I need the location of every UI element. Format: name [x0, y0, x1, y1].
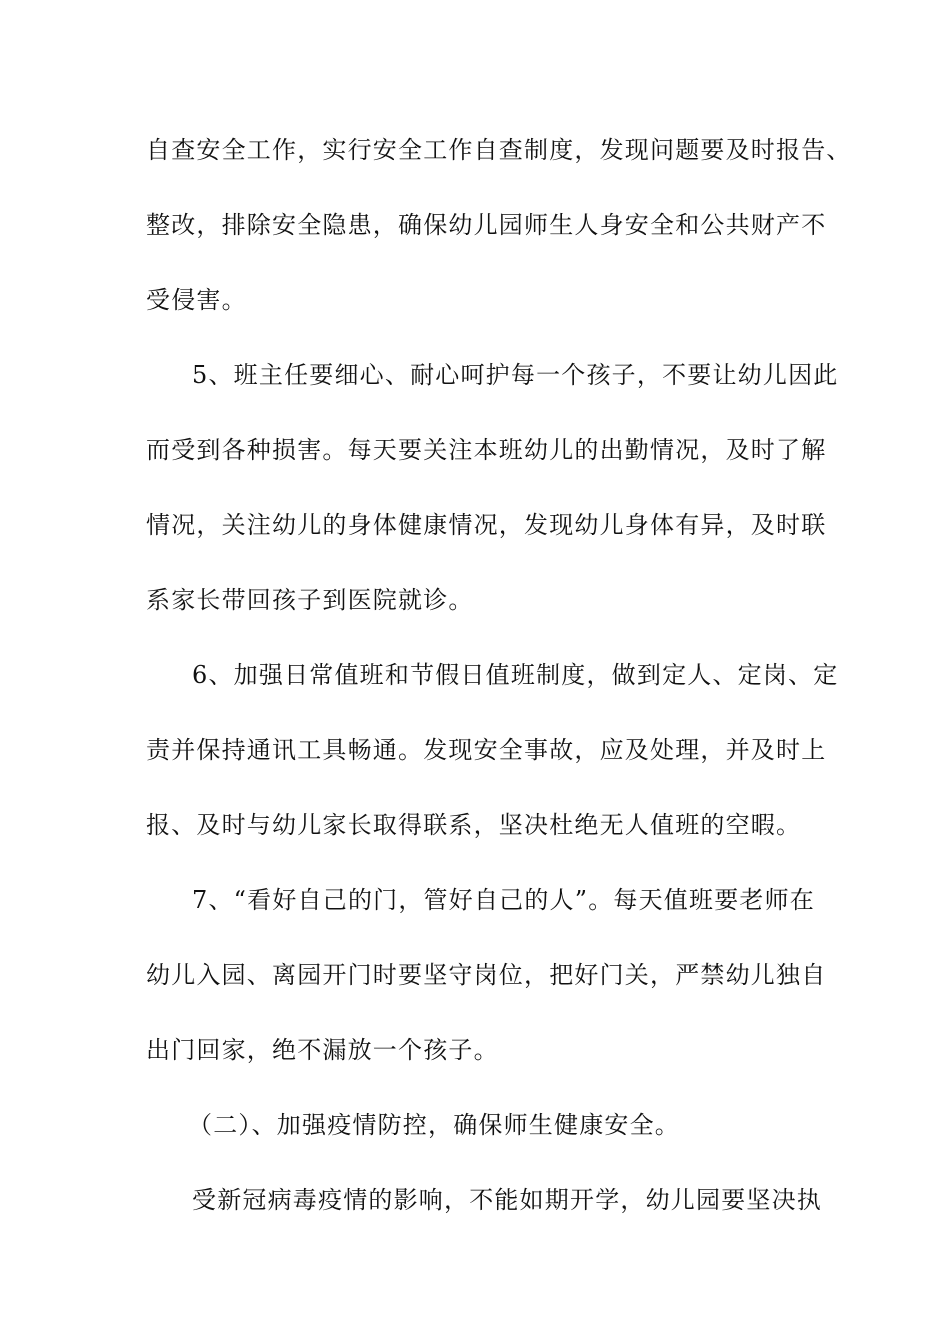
- text-line: 自查安全工作，实行安全工作自查制度，发现问题要及时报告、: [146, 136, 852, 164]
- text-line: 幼儿入园、离园开门时要坚守岗位，把好门关，严禁幼儿独自: [146, 961, 827, 989]
- text-line: 出门回家，绝不漏放一个孩子。: [146, 1036, 499, 1064]
- paragraph-item-6: 6、加强日常值班和节假日值班制度，做到定人、定岗、定: [192, 661, 839, 689]
- text-line: 整改，排除安全隐患，确保幼儿园师生人身安全和公共财产不: [146, 211, 827, 239]
- text-line: 而受到各种损害。每天要关注本班幼儿的出勤情况，及时了解: [146, 436, 827, 464]
- paragraph-start: 受新冠病毒疫情的影响，不能如期开学，幼儿园要坚决执: [192, 1186, 822, 1214]
- text-line: 情况，关注幼儿的身体健康情况，发现幼儿身体有异，及时联: [146, 511, 827, 539]
- section-heading: （二）、加强疫情防控，确保师生健康安全。: [188, 1111, 680, 1139]
- paragraph-item-7: 7、“看好自己的门，管好自己的人”。每天值班要老师在: [192, 886, 816, 914]
- text-line: 受侵害。: [146, 286, 247, 314]
- text-line: 报、及时与幼儿家长取得联系，坚决杜绝无人值班的空暇。: [146, 811, 802, 839]
- text-line: 系家长带回孩子到医院就诊。: [146, 586, 474, 614]
- paragraph-item-5: 5、班主任要细心、耐心呵护每一个孩子，不要让幼儿因此: [192, 361, 839, 389]
- text-line: 责并保持通讯工具畅通。发现安全事故，应及处理，并及时上: [146, 736, 827, 764]
